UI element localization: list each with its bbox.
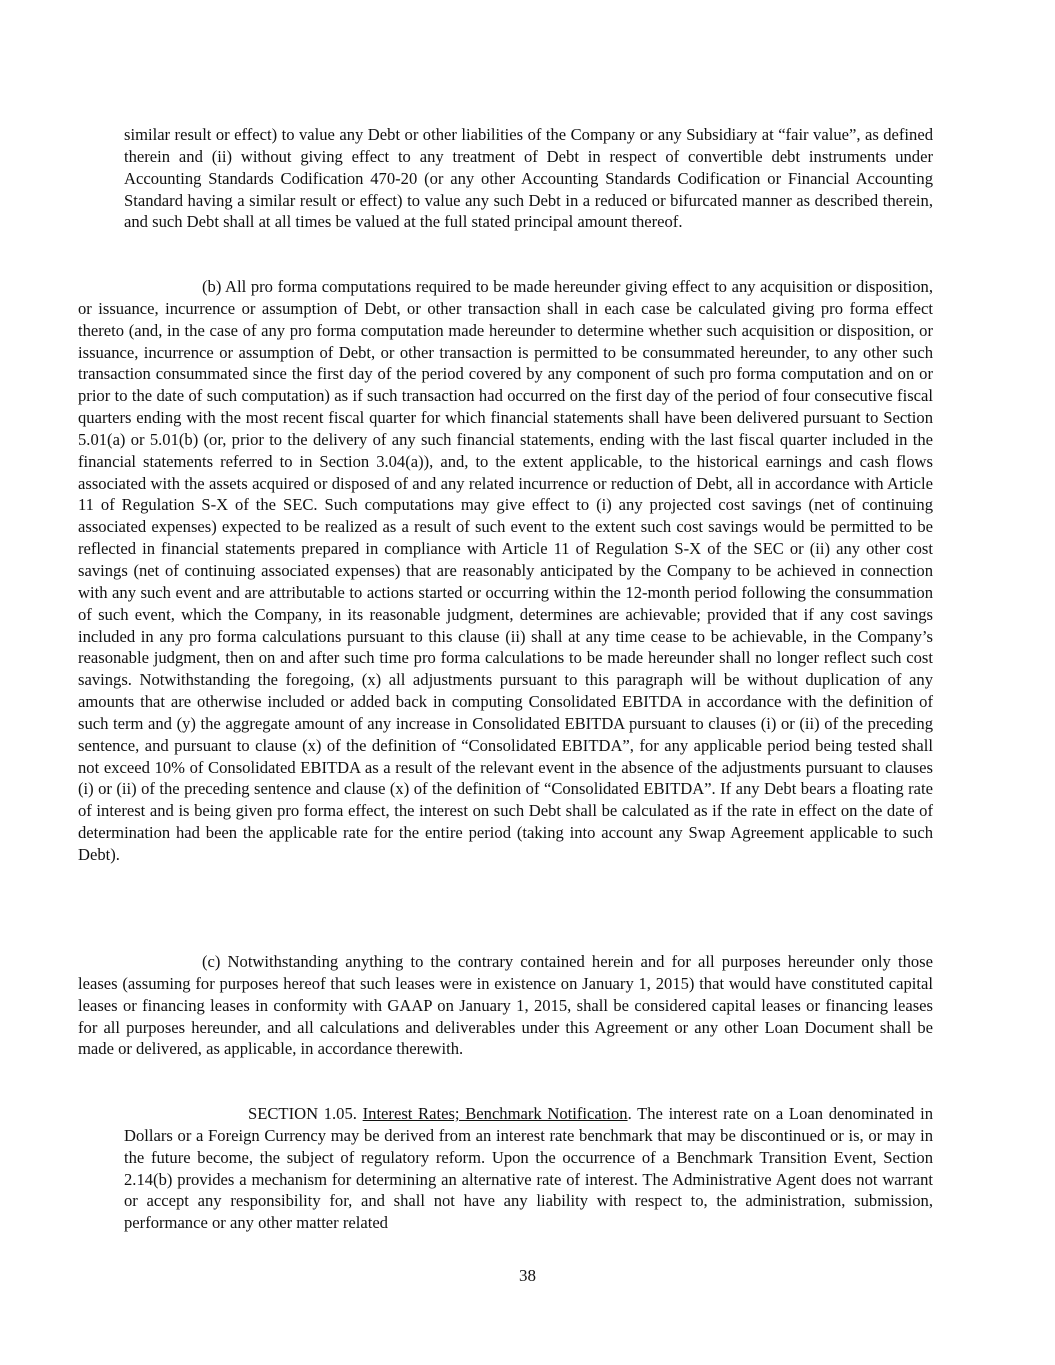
- section-1-05-body: The interest rate on a Loan denominated in Dollars or a Foreign Currency may be derived from an interest rate benchmark that may be discontinued or is, or may in the future become, the subject of regulatory reform. Upon the occurrence of a Benchmark Transition Event, Section 2.14(b) provides a mechanism for determining an alternative rate of interest. The Administrative Agent does not warrant or accept any responsibility for, and shall not have any liability with respect to, the administration, submission, performance or any other matter related: [124, 1104, 933, 1233]
- section-1-05: [124, 1103, 933, 1234]
- paragraph-c: (c) Notwithstanding anything to the contrary contained herein and for all purposes hereunder only those leases (assuming for purposes hereof that such leases were in existence on January 1, 2015) that would have constituted capital leases or financing leases in conformity with GAAP on January 1, 2015, shall be considered capital leases or financing leases for all purposes hereunder, and all calculations and deliverables under this Agreement or any other Loan Document shall be made or delivered, as applicable, in accordance therewith.: [78, 952, 933, 1059]
- section-1-05-heading: Interest Rates; Benchmark Notification: [362, 1104, 628, 1123]
- section-1-05-label: SECTION 1.05.: [248, 1104, 357, 1123]
- paragraph-b: (b) All pro forma computations required to be made hereunder giving effect to any acquisition or disposition, or issuance, incurrence or assumption of Debt, or other transaction shall in each case be calculated giving pro forma effect thereto (and, in the case of any pro forma computation made hereunder to determine whether such acquisition or disposition, or issuance, incurrence or assumption of Debt, or other transaction is permitted to be consummated hereunder, to any other such transaction consummated since the first day of the period covered by any component of such pro forma computation and on or prior to the date of such computation) as if such transaction had occurred on the first day of the period of four consecutive fiscal quarters ending with the most recent fiscal quarter for which financial statements shall have been delivered pursuant to Section 5.01(a) or 5.01(b) (or, prior to the delivery of any such financial statements, ending with the last fiscal quarter included in the financial statements referred to in Section 3.04(a)), and, to the extent applicable, to the historical earnings and cash flows associated with the assets acquired or disposed of and any related incurrence or reduction of Debt, all in accordance with Article 11 of Regulation S-X of the SEC. Such computations may give effect to (i) any projected cost savings (net of continuing associated expenses) expected to be realized as a result of such event to the extent such cost savings would be permitted to be reflected in financial statements prepared in compliance with Article 11 of Regulation S-X of the SEC or (ii) any other cost savings (net of continuing associated expenses) that are reasonably anticipated by the Company to be achieved in connection with any such event and are attributable to actions started or occurring within the 12-month period following the consummation of such event, which the Company, in its reasonable judgment, determines are achievable; provided that if any cost savings included in any pro forma calculations pursuant to this clause (ii) shall at any time cease to be achievable, in the Company’s reasonable judgment, then on and after such time pro forma calculations to be made hereunder shall no longer reflect such cost savings. Notwithstanding the foregoing, (x) all adjustments pursuant to this paragraph will be without duplication of any amounts that are otherwise included or added back in computing Consolidated EBITDA in accordance with the definition of such term and (y) the aggregate amount of any increase in Consolidated EBITDA pursuant to clauses (i) or (ii) of the preceding sentence, and pursuant to clause (x) of the definition of “Consolidated EBITDA”, for any applicable period being tested shall not exceed 10% of Consolidated EBITDA as a result of the relevant event in the absence of the adjustments pursuant to clauses (i) or (ii) of the preceding sentence and clause (x) of the definition of “Consolidated EBITDA”. If any Debt bears a floating rate of interest and is being given pro forma effect, the interest on such Debt shall be calculated as if the rate in effect on the date of determination had been the applicable rate for the entire period (taking into account any Swap Agreement applicable to such Debt).: [78, 277, 933, 864]
- section-1-05-heading-end: .: [627, 1104, 632, 1123]
- paragraph-a-continuation: similar result or effect) to value any Debt or other liabilities of the Company or any Subsidiary at “fair value”, as defined therein and (ii) without giving effect to any treatment of Debt in respect of convertible debt instruments under Accounting Standards Codification 470-20 (or any other Accounting Standards Codification or Financial Accounting Standard having a similar result or effect) to value any such Debt in a reduced or bifurcated manner as described therein, and such Debt shall at all times be valued at the full stated principal amount thereof.: [124, 125, 933, 232]
- page-number: 38: [519, 1266, 536, 1285]
